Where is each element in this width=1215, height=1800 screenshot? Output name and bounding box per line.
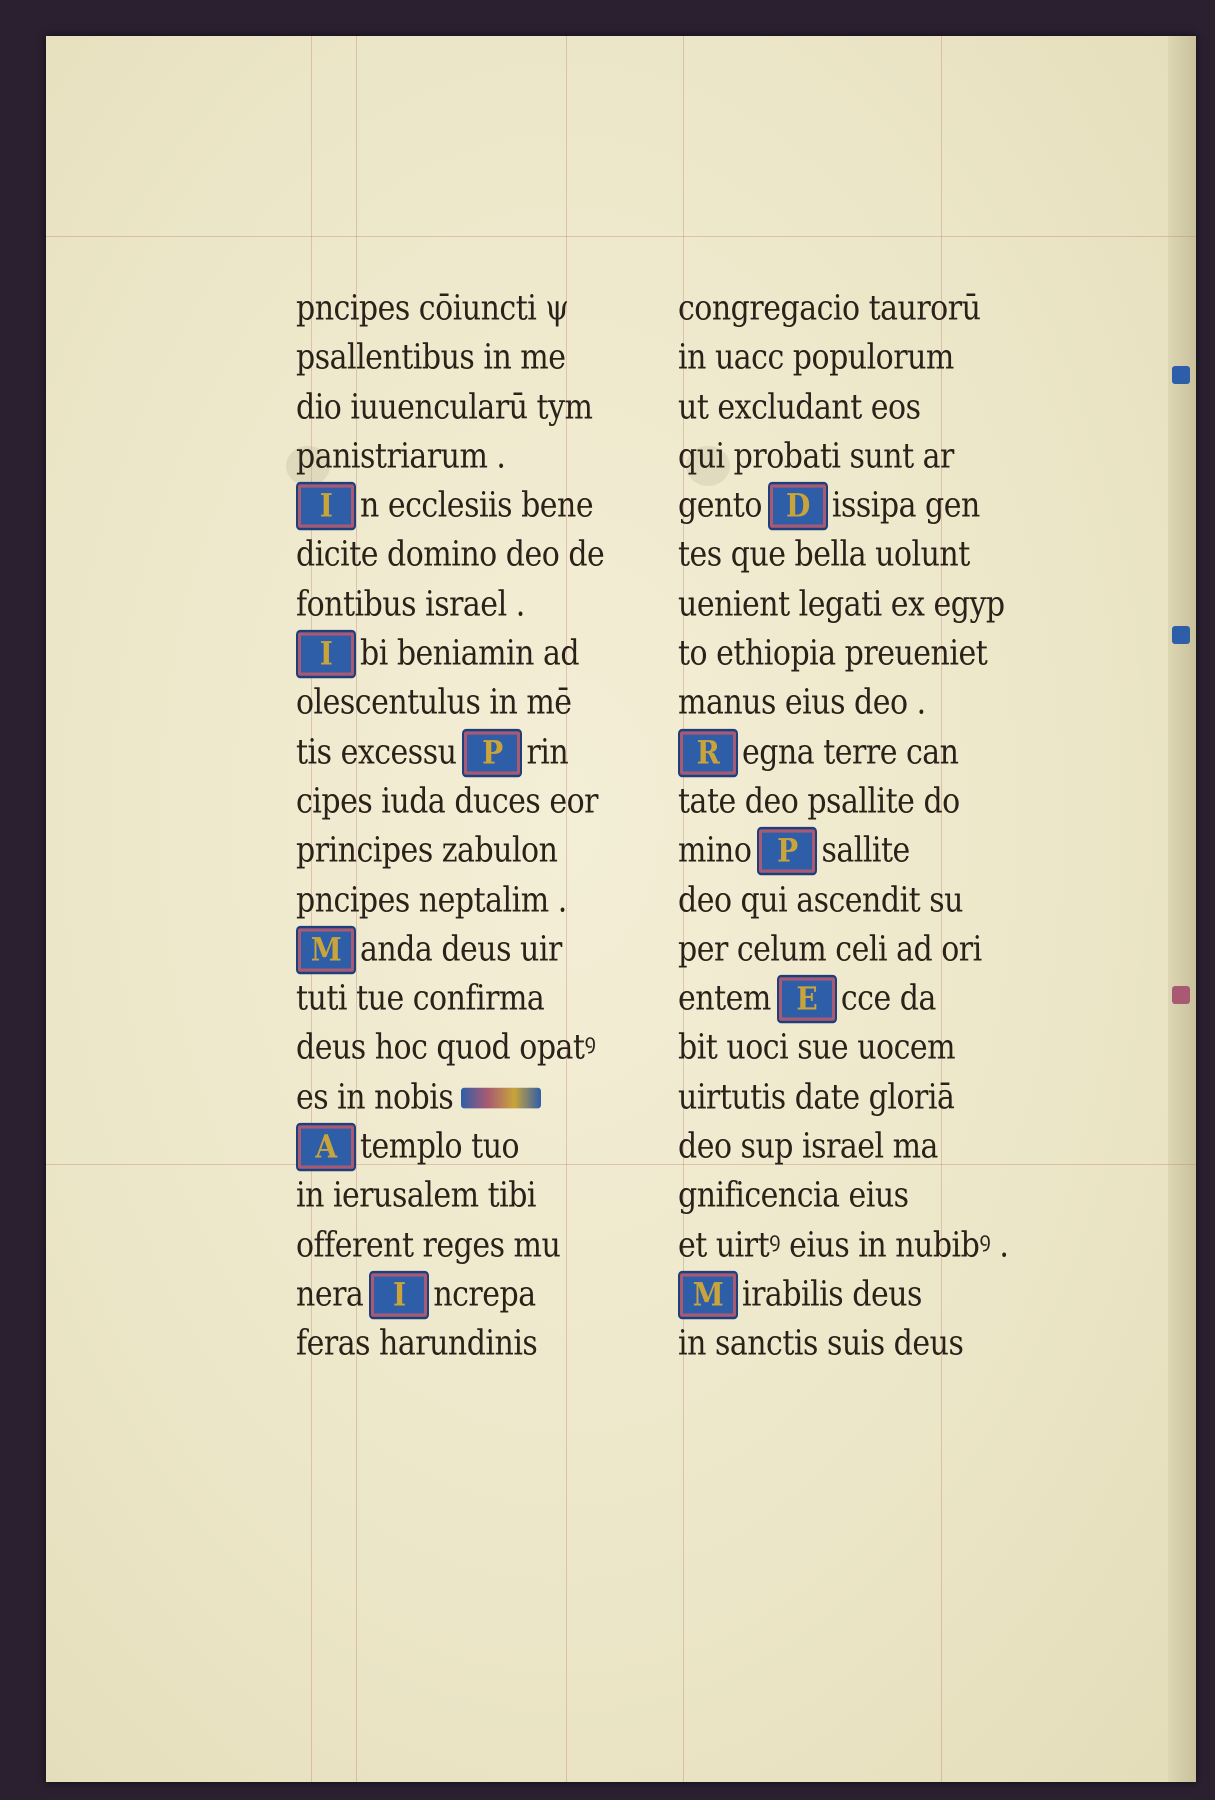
line-text: pncipes cōiuncti ψ [296,288,569,329]
line-text: n ecclesiis bene [360,485,594,526]
line-text: bi beniamin ad [360,633,580,674]
line-text: cce da [840,978,936,1019]
line-text: to ethiopia preueniet [678,633,988,674]
text-line [296,1069,596,1126]
line-text: rin [526,732,569,773]
text-line [296,527,605,584]
line-text: dicite domino deo de [296,534,605,576]
line-text: tis excessu [296,732,457,773]
line-text: nera [296,1274,364,1315]
line-text: deo qui ascendit su [678,879,963,921]
text-line [296,675,596,732]
line-filler-ornament [461,1087,541,1108]
text-line [678,1168,998,1225]
text-line [296,330,596,387]
line-text: cipes iuda duces eor [296,781,598,822]
text-line [296,872,596,929]
illuminated-initial: E [777,975,837,1023]
illuminated-initial: A [296,1123,356,1171]
line-text: deus hoc quod opatꝰ [296,1027,596,1069]
line-text: feras harundinis [296,1323,538,1364]
line-text: psallentibus in me [296,337,566,378]
manuscript-page [46,36,1196,1782]
line-text: offerent reges mu [296,1224,561,1266]
illuminated-initial: R [678,728,738,776]
text-line [296,379,596,436]
line-text: tes que bella uolunt [678,534,970,576]
illuminated-initial: M [678,1270,738,1318]
line-text: congregacio taurorū [678,288,981,329]
illuminated-initial: P [757,827,817,875]
line-text: es in nobis [296,1077,454,1118]
text-line [678,1020,998,1077]
line-text: principes zabulon [296,830,558,871]
line-text: bit uoci sue uocem [678,1027,956,1069]
text-line [296,823,596,880]
line-text: gnificencia eius [678,1175,909,1216]
line-text: uirtutis date gloriā [678,1077,955,1118]
line-text: in uacc populorum [678,337,954,378]
line-text: manus eius deo . [678,682,926,723]
facing-page-bleed [1168,266,1196,1216]
right-text-column [678,284,1009,1369]
line-text: et uirtꝰ eius in nubibꝰ . [678,1224,1009,1266]
line-text: egna terre can [742,732,959,773]
text-line [296,1217,596,1274]
illuminated-initial: I [296,482,356,530]
text-line [296,1316,596,1373]
line-text: in sanctis suis deus [678,1323,964,1364]
text-line [678,1069,998,1126]
line-text: issipa gen [831,485,980,526]
illuminated-initial: P [462,728,522,776]
illuminated-initial: M [296,925,356,973]
line-text: sallite [821,830,910,871]
illuminated-initial: D [768,482,828,530]
line-text: tuti tue confirma [296,978,545,1019]
line-text: irabilis deus [742,1274,922,1315]
text-line [678,330,998,387]
line-text: mino [678,830,752,871]
text-line [678,675,998,732]
line-text: olescentulus in mē [296,682,572,723]
text-line [678,872,998,929]
text-line [296,724,596,781]
line-text: entem [678,978,771,1019]
text-line [678,1217,1009,1274]
line-text: gento [678,485,762,526]
line-text: pncipes neptalim . [296,879,567,921]
line-text: in ierusalem tibi [296,1175,537,1216]
line-text: dio iuuencularū tym [296,386,593,428]
text-line [678,1316,998,1373]
illuminated-initial: I [369,1270,429,1318]
left-text-column [296,284,605,1369]
line-text: templo tuo [360,1126,520,1167]
text-line [678,527,998,584]
line-text: tate deo psallite do [678,781,960,822]
text-line [678,724,998,781]
text-line [678,576,1005,633]
line-text: deo sup israel ma [678,1126,938,1167]
text-line [296,576,596,633]
line-text: panistriarum . [296,436,506,477]
line-text: anda deus uir [360,929,562,970]
text-line [296,1168,596,1225]
text-line [678,379,998,436]
line-text: per celum celi ad ori [678,929,982,970]
line-text: ut excludant eos [678,386,921,428]
line-text: qui probati sunt ar [678,436,954,477]
line-text: uenient legati ex egyp [678,584,1005,625]
line-text: fontibus israel . [296,584,525,625]
line-text: ncrepa [433,1274,536,1315]
text-line [296,1020,596,1077]
illuminated-initial: I [296,630,356,678]
text-line [678,823,998,880]
